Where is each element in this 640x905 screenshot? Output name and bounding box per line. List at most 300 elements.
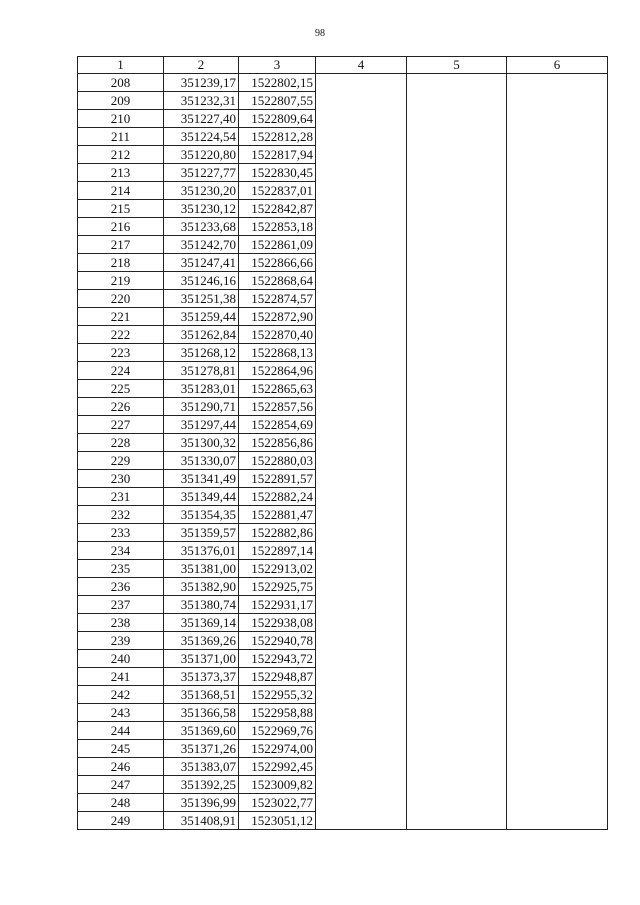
table-row [78, 794, 608, 812]
empty-cell-6 [507, 254, 608, 272]
empty-cell-5 [407, 146, 507, 164]
y-coordinate-cell: 1522913,02 [239, 560, 316, 578]
empty-cell-6 [507, 344, 608, 362]
x-coordinate-cell: 351230,20 [164, 182, 239, 200]
table-row [78, 758, 608, 776]
empty-cell-4 [316, 542, 407, 560]
y-coordinate-cell: 1522925,75 [239, 578, 316, 596]
empty-cell-6 [507, 722, 608, 740]
x-coordinate-cell: 351268,12 [164, 344, 239, 362]
empty-cell-4 [316, 128, 407, 146]
empty-cell-5 [407, 380, 507, 398]
y-coordinate-cell: 1522817,94 [239, 146, 316, 164]
x-coordinate-cell: 351396,99 [164, 794, 239, 812]
column-header-5: 5 [407, 57, 507, 74]
table-row [78, 362, 608, 380]
empty-cell-6 [507, 380, 608, 398]
empty-cell-4 [316, 398, 407, 416]
point-number-cell: 219 [78, 272, 164, 290]
empty-cell-6 [507, 560, 608, 578]
empty-cell-4 [316, 272, 407, 290]
empty-cell-4 [316, 434, 407, 452]
table-row [78, 218, 608, 236]
x-coordinate-cell: 351354,35 [164, 506, 239, 524]
x-coordinate-cell: 351382,90 [164, 578, 239, 596]
point-number-cell: 235 [78, 560, 164, 578]
x-coordinate-cell: 351283,01 [164, 380, 239, 398]
point-number-cell: 224 [78, 362, 164, 380]
x-coordinate-cell: 351373,37 [164, 668, 239, 686]
table-row [78, 614, 608, 632]
y-coordinate-cell: 1522807,55 [239, 92, 316, 110]
point-number-cell: 227 [78, 416, 164, 434]
point-number-cell: 246 [78, 758, 164, 776]
y-coordinate-cell: 1522802,15 [239, 74, 316, 92]
empty-cell-4 [316, 254, 407, 272]
empty-cell-6 [507, 542, 608, 560]
point-number-cell: 209 [78, 92, 164, 110]
point-number-cell: 213 [78, 164, 164, 182]
point-number-cell: 230 [78, 470, 164, 488]
y-coordinate-cell: 1522870,40 [239, 326, 316, 344]
empty-cell-4 [316, 452, 407, 470]
table-row [78, 740, 608, 758]
empty-cell-5 [407, 452, 507, 470]
point-number-cell: 217 [78, 236, 164, 254]
empty-cell-6 [507, 182, 608, 200]
y-coordinate-cell: 1522861,09 [239, 236, 316, 254]
x-coordinate-cell: 351383,07 [164, 758, 239, 776]
table-row [78, 632, 608, 650]
empty-cell-5 [407, 722, 507, 740]
table-row [78, 686, 608, 704]
empty-cell-4 [316, 596, 407, 614]
table-row [78, 668, 608, 686]
y-coordinate-cell: 1522955,32 [239, 686, 316, 704]
point-number-cell: 212 [78, 146, 164, 164]
empty-cell-4 [316, 290, 407, 308]
point-number-cell: 241 [78, 668, 164, 686]
empty-cell-4 [316, 308, 407, 326]
empty-cell-4 [316, 164, 407, 182]
point-number-cell: 238 [78, 614, 164, 632]
point-number-cell: 214 [78, 182, 164, 200]
x-coordinate-cell: 351227,77 [164, 164, 239, 182]
empty-cell-6 [507, 146, 608, 164]
empty-cell-5 [407, 578, 507, 596]
empty-cell-4 [316, 218, 407, 236]
empty-cell-4 [316, 92, 407, 110]
y-coordinate-cell: 1522865,63 [239, 380, 316, 398]
x-coordinate-cell: 351224,54 [164, 128, 239, 146]
empty-cell-6 [507, 614, 608, 632]
empty-cell-4 [316, 74, 407, 92]
y-coordinate-cell: 1522992,45 [239, 758, 316, 776]
empty-cell-6 [507, 164, 608, 182]
point-number-cell: 240 [78, 650, 164, 668]
empty-cell-4 [316, 380, 407, 398]
empty-cell-5 [407, 650, 507, 668]
y-coordinate-cell: 1522940,78 [239, 632, 316, 650]
table-row [78, 272, 608, 290]
table-body [78, 74, 608, 830]
empty-cell-6 [507, 236, 608, 254]
y-coordinate-cell: 1522812,28 [239, 128, 316, 146]
table-row [78, 470, 608, 488]
point-number-cell: 228 [78, 434, 164, 452]
table-row [78, 722, 608, 740]
point-number-cell: 216 [78, 218, 164, 236]
x-coordinate-cell: 351239,17 [164, 74, 239, 92]
point-number-cell: 236 [78, 578, 164, 596]
point-number-cell: 237 [78, 596, 164, 614]
empty-cell-5 [407, 74, 507, 92]
y-coordinate-cell: 1522842,87 [239, 200, 316, 218]
point-number-cell: 234 [78, 542, 164, 560]
y-coordinate-cell: 1522874,57 [239, 290, 316, 308]
y-coordinate-cell: 1522882,86 [239, 524, 316, 542]
empty-cell-5 [407, 740, 507, 758]
empty-cell-6 [507, 290, 608, 308]
empty-cell-5 [407, 110, 507, 128]
empty-cell-6 [507, 488, 608, 506]
y-coordinate-cell: 1522853,18 [239, 218, 316, 236]
point-number-cell: 211 [78, 128, 164, 146]
table-row [78, 506, 608, 524]
empty-cell-4 [316, 722, 407, 740]
x-coordinate-cell: 351220,80 [164, 146, 239, 164]
point-number-cell: 249 [78, 812, 164, 830]
y-coordinate-cell: 1522868,64 [239, 272, 316, 290]
empty-cell-5 [407, 560, 507, 578]
empty-cell-5 [407, 596, 507, 614]
x-coordinate-cell: 351290,71 [164, 398, 239, 416]
table-row [78, 254, 608, 272]
y-coordinate-cell: 1522958,88 [239, 704, 316, 722]
point-number-cell: 231 [78, 488, 164, 506]
table-row [78, 146, 608, 164]
point-number-cell: 247 [78, 776, 164, 794]
point-number-cell: 220 [78, 290, 164, 308]
x-coordinate-cell: 351246,16 [164, 272, 239, 290]
empty-cell-4 [316, 182, 407, 200]
empty-cell-6 [507, 92, 608, 110]
y-coordinate-cell: 1522891,57 [239, 470, 316, 488]
empty-cell-5 [407, 668, 507, 686]
empty-cell-4 [316, 470, 407, 488]
x-coordinate-cell: 351233,68 [164, 218, 239, 236]
point-number-cell: 242 [78, 686, 164, 704]
empty-cell-6 [507, 668, 608, 686]
y-coordinate-cell: 1522809,64 [239, 110, 316, 128]
x-coordinate-cell: 351278,81 [164, 362, 239, 380]
x-coordinate-cell: 351368,51 [164, 686, 239, 704]
empty-cell-5 [407, 326, 507, 344]
column-header-1: 1 [78, 57, 164, 74]
empty-cell-5 [407, 434, 507, 452]
table-row [78, 326, 608, 344]
empty-cell-4 [316, 506, 407, 524]
table-row [78, 542, 608, 560]
empty-cell-4 [316, 416, 407, 434]
table-row [78, 398, 608, 416]
empty-cell-6 [507, 524, 608, 542]
empty-cell-6 [507, 362, 608, 380]
x-coordinate-cell: 351380,74 [164, 596, 239, 614]
table-row [78, 524, 608, 542]
point-number-cell: 218 [78, 254, 164, 272]
empty-cell-5 [407, 686, 507, 704]
table-row [78, 812, 608, 830]
empty-cell-4 [316, 758, 407, 776]
x-coordinate-cell: 351376,01 [164, 542, 239, 560]
empty-cell-5 [407, 776, 507, 794]
table-row [78, 488, 608, 506]
empty-cell-6 [507, 596, 608, 614]
empty-cell-5 [407, 488, 507, 506]
x-coordinate-cell: 351300,32 [164, 434, 239, 452]
x-coordinate-cell: 351227,40 [164, 110, 239, 128]
empty-cell-4 [316, 614, 407, 632]
x-coordinate-cell: 351349,44 [164, 488, 239, 506]
empty-cell-5 [407, 92, 507, 110]
empty-cell-4 [316, 812, 407, 830]
y-coordinate-cell: 1522969,76 [239, 722, 316, 740]
empty-cell-5 [407, 290, 507, 308]
table-row [78, 308, 608, 326]
coordinates-table [77, 56, 608, 830]
empty-cell-6 [507, 326, 608, 344]
y-coordinate-cell: 1522882,24 [239, 488, 316, 506]
empty-cell-4 [316, 236, 407, 254]
empty-cell-5 [407, 416, 507, 434]
empty-cell-6 [507, 812, 608, 830]
y-coordinate-cell: 1522881,47 [239, 506, 316, 524]
y-coordinate-cell: 1522856,86 [239, 434, 316, 452]
y-coordinate-cell: 1522857,56 [239, 398, 316, 416]
empty-cell-6 [507, 308, 608, 326]
empty-cell-6 [507, 794, 608, 812]
empty-cell-4 [316, 344, 407, 362]
empty-cell-6 [507, 686, 608, 704]
x-coordinate-cell: 351230,12 [164, 200, 239, 218]
empty-cell-5 [407, 704, 507, 722]
page-number: 98 [315, 28, 325, 39]
x-coordinate-cell: 351371,26 [164, 740, 239, 758]
table-row [78, 776, 608, 794]
table-row [78, 92, 608, 110]
table-row [78, 164, 608, 182]
x-coordinate-cell: 351366,58 [164, 704, 239, 722]
empty-cell-4 [316, 362, 407, 380]
x-coordinate-cell: 351262,84 [164, 326, 239, 344]
empty-cell-6 [507, 218, 608, 236]
empty-cell-5 [407, 218, 507, 236]
empty-cell-6 [507, 470, 608, 488]
empty-cell-4 [316, 146, 407, 164]
x-coordinate-cell: 351259,44 [164, 308, 239, 326]
table-row [78, 128, 608, 146]
table-row [78, 236, 608, 254]
table-row [78, 596, 608, 614]
x-coordinate-cell: 351408,91 [164, 812, 239, 830]
empty-cell-4 [316, 110, 407, 128]
empty-cell-6 [507, 74, 608, 92]
point-number-cell: 225 [78, 380, 164, 398]
point-number-cell: 221 [78, 308, 164, 326]
empty-cell-4 [316, 632, 407, 650]
point-number-cell: 222 [78, 326, 164, 344]
column-header-6: 6 [507, 57, 608, 74]
column-header-2: 2 [164, 57, 239, 74]
table-row [78, 200, 608, 218]
empty-cell-5 [407, 398, 507, 416]
point-number-cell: 226 [78, 398, 164, 416]
empty-cell-5 [407, 308, 507, 326]
empty-cell-4 [316, 740, 407, 758]
empty-cell-5 [407, 632, 507, 650]
empty-cell-4 [316, 560, 407, 578]
empty-cell-4 [316, 200, 407, 218]
empty-cell-5 [407, 506, 507, 524]
point-number-cell: 244 [78, 722, 164, 740]
empty-cell-6 [507, 758, 608, 776]
empty-cell-4 [316, 686, 407, 704]
empty-cell-5 [407, 236, 507, 254]
empty-cell-4 [316, 668, 407, 686]
empty-cell-6 [507, 776, 608, 794]
table-row [78, 380, 608, 398]
y-coordinate-cell: 1522868,13 [239, 344, 316, 362]
empty-cell-5 [407, 614, 507, 632]
y-coordinate-cell: 1522974,00 [239, 740, 316, 758]
y-coordinate-cell: 1523009,82 [239, 776, 316, 794]
table-row [78, 290, 608, 308]
point-number-cell: 229 [78, 452, 164, 470]
point-number-cell: 248 [78, 794, 164, 812]
table-row [78, 578, 608, 596]
empty-cell-5 [407, 344, 507, 362]
x-coordinate-cell: 351369,60 [164, 722, 239, 740]
empty-cell-6 [507, 704, 608, 722]
empty-cell-4 [316, 326, 407, 344]
empty-cell-6 [507, 128, 608, 146]
empty-cell-5 [407, 542, 507, 560]
y-coordinate-cell: 1522931,17 [239, 596, 316, 614]
empty-cell-5 [407, 164, 507, 182]
empty-cell-4 [316, 524, 407, 542]
empty-cell-5 [407, 470, 507, 488]
x-coordinate-cell: 351330,07 [164, 452, 239, 470]
table-row [78, 434, 608, 452]
y-coordinate-cell: 1523022,77 [239, 794, 316, 812]
x-coordinate-cell: 351359,57 [164, 524, 239, 542]
x-coordinate-cell: 351392,25 [164, 776, 239, 794]
y-coordinate-cell: 1523051,12 [239, 812, 316, 830]
empty-cell-5 [407, 254, 507, 272]
table-row [78, 452, 608, 470]
empty-cell-5 [407, 812, 507, 830]
empty-cell-6 [507, 434, 608, 452]
y-coordinate-cell: 1522864,96 [239, 362, 316, 380]
y-coordinate-cell: 1522854,69 [239, 416, 316, 434]
empty-cell-5 [407, 272, 507, 290]
empty-cell-5 [407, 128, 507, 146]
x-coordinate-cell: 351242,70 [164, 236, 239, 254]
empty-cell-4 [316, 704, 407, 722]
table-row [78, 344, 608, 362]
table-row [78, 704, 608, 722]
y-coordinate-cell: 1522938,08 [239, 614, 316, 632]
y-coordinate-cell: 1522837,01 [239, 182, 316, 200]
x-coordinate-cell: 351247,41 [164, 254, 239, 272]
empty-cell-5 [407, 362, 507, 380]
point-number-cell: 215 [78, 200, 164, 218]
y-coordinate-cell: 1522866,66 [239, 254, 316, 272]
column-header-3: 3 [239, 57, 316, 74]
empty-cell-6 [507, 578, 608, 596]
table-row [78, 74, 608, 92]
table-row [78, 560, 608, 578]
point-number-cell: 208 [78, 74, 164, 92]
empty-cell-4 [316, 794, 407, 812]
empty-cell-5 [407, 758, 507, 776]
y-coordinate-cell: 1522872,90 [239, 308, 316, 326]
empty-cell-6 [507, 272, 608, 290]
column-header-4: 4 [316, 57, 407, 74]
x-coordinate-cell: 351251,38 [164, 290, 239, 308]
table-header-row [78, 57, 608, 74]
x-coordinate-cell: 351341,49 [164, 470, 239, 488]
empty-cell-6 [507, 650, 608, 668]
empty-cell-6 [507, 398, 608, 416]
point-number-cell: 245 [78, 740, 164, 758]
x-coordinate-cell: 351232,31 [164, 92, 239, 110]
table-row [78, 650, 608, 668]
table-row [78, 110, 608, 128]
empty-cell-6 [507, 452, 608, 470]
empty-cell-5 [407, 200, 507, 218]
empty-cell-6 [507, 740, 608, 758]
x-coordinate-cell: 351371,00 [164, 650, 239, 668]
empty-cell-5 [407, 182, 507, 200]
empty-cell-6 [507, 632, 608, 650]
point-number-cell: 232 [78, 506, 164, 524]
y-coordinate-cell: 1522943,72 [239, 650, 316, 668]
x-coordinate-cell: 351381,00 [164, 560, 239, 578]
point-number-cell: 233 [78, 524, 164, 542]
empty-cell-4 [316, 578, 407, 596]
empty-cell-6 [507, 110, 608, 128]
empty-cell-4 [316, 488, 407, 506]
y-coordinate-cell: 1522880,03 [239, 452, 316, 470]
point-number-cell: 243 [78, 704, 164, 722]
point-number-cell: 210 [78, 110, 164, 128]
empty-cell-4 [316, 776, 407, 794]
empty-cell-6 [507, 200, 608, 218]
empty-cell-5 [407, 524, 507, 542]
y-coordinate-cell: 1522830,45 [239, 164, 316, 182]
x-coordinate-cell: 351369,14 [164, 614, 239, 632]
point-number-cell: 223 [78, 344, 164, 362]
empty-cell-5 [407, 794, 507, 812]
x-coordinate-cell: 351297,44 [164, 416, 239, 434]
x-coordinate-cell: 351369,26 [164, 632, 239, 650]
y-coordinate-cell: 1522897,14 [239, 542, 316, 560]
table-row [78, 182, 608, 200]
empty-cell-4 [316, 650, 407, 668]
point-number-cell: 239 [78, 632, 164, 650]
